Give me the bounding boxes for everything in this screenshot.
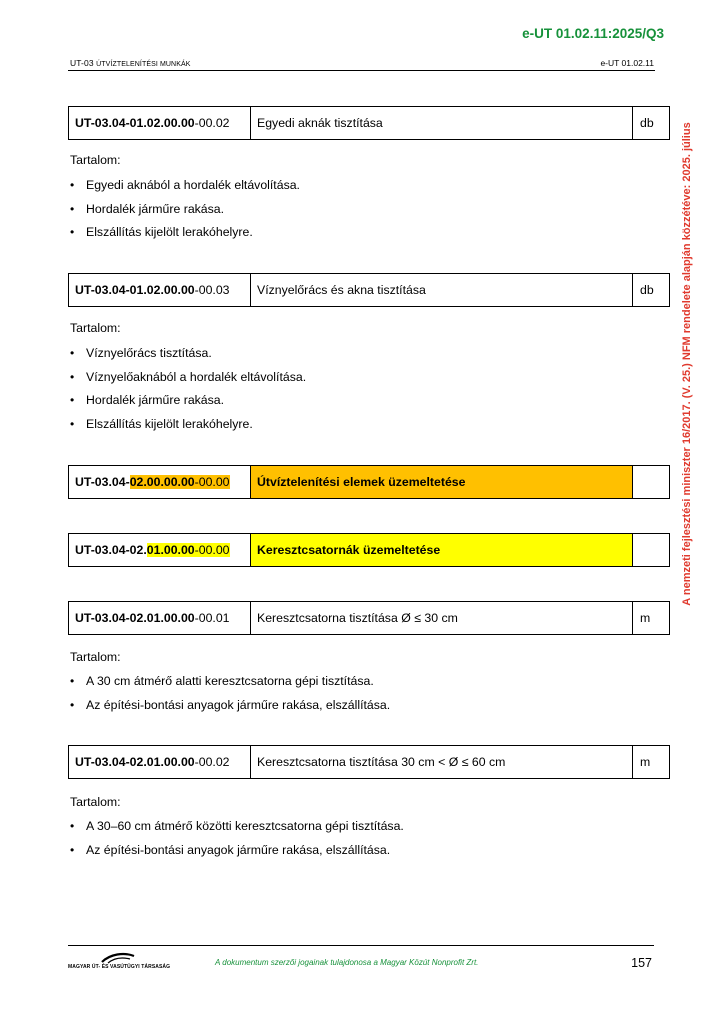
item-code-suffix: -00.02 [194, 116, 230, 130]
item-code-suffix: -00.01 [194, 611, 230, 625]
item-title: Egyedi aknák tisztítása [251, 107, 633, 139]
item-unit [633, 534, 669, 566]
item-unit: db [640, 283, 654, 297]
logo-text: MAGYAR ÚT- ÉS VASÚTÜGYI TÁRSASÁG [68, 964, 171, 970]
item-code [69, 602, 251, 634]
item-unit: db [640, 116, 654, 130]
group-heading-row [68, 465, 670, 499]
item-code-highlight: 02.00.00.00 [129, 475, 195, 489]
item-code-suffix: -00.00 [194, 475, 230, 489]
item-code [69, 274, 251, 306]
logo-swoosh-icon [100, 952, 136, 964]
item-title: Keresztcsatornák üzemeltetése [251, 534, 633, 566]
list-item: • Az építési-bontási anyagok járműre rakása, elszállítása. [70, 843, 404, 867]
item-code-main: UT-03.04-01.02.00.00 [75, 283, 195, 297]
document-code: e-UT 01.02.11:2025/Q3 [522, 26, 664, 41]
chapter-title: ÚTVÍZTELENÍTÉSI MUNKÁK [96, 61, 191, 68]
item-code-main: UT-03.04-02.01.00.00 [75, 755, 195, 769]
item-title: Keresztcsatorna tisztítása 30 cm < Ø ≤ 60 cm [251, 746, 633, 778]
list-item: • A 30–60 cm átmérő közötti keresztcsatorna gépi tisztítása. [70, 819, 404, 843]
item-unit: m [640, 755, 651, 769]
item-unit [633, 466, 669, 498]
footer-divider [68, 945, 654, 946]
list-item: • Hordalék járműre rakása. [70, 393, 306, 417]
page-number: 157 [631, 956, 652, 970]
list-item: • Az építési-bontási anyagok járműre rakása, elszállítása. [70, 698, 390, 722]
item-code [69, 534, 251, 566]
chapter-code: UT-03 [70, 58, 94, 68]
item-title: Víznyelőrács és akna tisztítása [251, 274, 633, 306]
list-item: • Egyedi aknából a hordalék eltávolítása. [70, 178, 300, 202]
content-list [70, 346, 306, 440]
list-item: • Hordalék járműre rakása. [70, 202, 300, 226]
item-row [68, 745, 670, 779]
content-label: Tartalom: [70, 153, 121, 167]
item-code-prefix: UT-03.04-02. [75, 543, 147, 557]
list-item: • Víznyelőrács tisztítása. [70, 346, 306, 370]
company-logo [68, 952, 171, 970]
item-code-suffix: -00.02 [194, 755, 230, 769]
item-code-highlight: 01.00.00 [146, 543, 195, 557]
item-unit: m [640, 611, 651, 625]
content-label: Tartalom: [70, 650, 121, 664]
item-code [69, 466, 251, 498]
item-row [68, 273, 670, 307]
item-code-main: UT-03.04-01.02.00.00 [75, 116, 195, 130]
list-item: • A 30 cm átmérő alatti keresztcsatorna gépi tisztítása. [70, 674, 390, 698]
subgroup-heading-row [68, 533, 670, 567]
content-label: Tartalom: [70, 795, 121, 809]
content-label: Tartalom: [70, 321, 121, 335]
item-title: Útvíztelenítési elemek üzemeltetése [251, 466, 633, 498]
item-code-suffix: -00.03 [194, 283, 230, 297]
item-code-suffix: -00.00 [194, 543, 230, 557]
list-item: • Elszállítás kijelölt lerakóhelyre. [70, 225, 300, 249]
content-list [70, 819, 404, 866]
list-item: • Elszállítás kijelölt lerakóhelyre. [70, 417, 306, 441]
item-code [69, 746, 251, 778]
item-code [69, 107, 251, 139]
header-divider [68, 70, 655, 71]
running-header-right: e-UT 01.02.11 [600, 58, 654, 68]
item-code-prefix: UT-03.04- [75, 475, 130, 489]
item-title: Keresztcsatorna tisztítása Ø ≤ 30 cm [251, 602, 633, 634]
list-item: • Víznyelőaknából a hordalék eltávolítása. [70, 370, 306, 394]
content-list [70, 178, 300, 249]
content-list [70, 674, 390, 721]
item-code-main: UT-03.04-02.01.00.00 [75, 611, 195, 625]
item-row [68, 601, 670, 635]
item-row [68, 106, 670, 140]
side-note-text: A nemzeti fejlesztési miniszter 16/2017. (V. 25.) NFM rendelete alapján közzétéve: 2025. július [681, 122, 693, 606]
copyright-notice: A dokumentum szerzői jogainak tulajdonosa a Magyar Közút Nonprofit Zrt. [215, 958, 479, 967]
running-header-left [70, 58, 191, 68]
